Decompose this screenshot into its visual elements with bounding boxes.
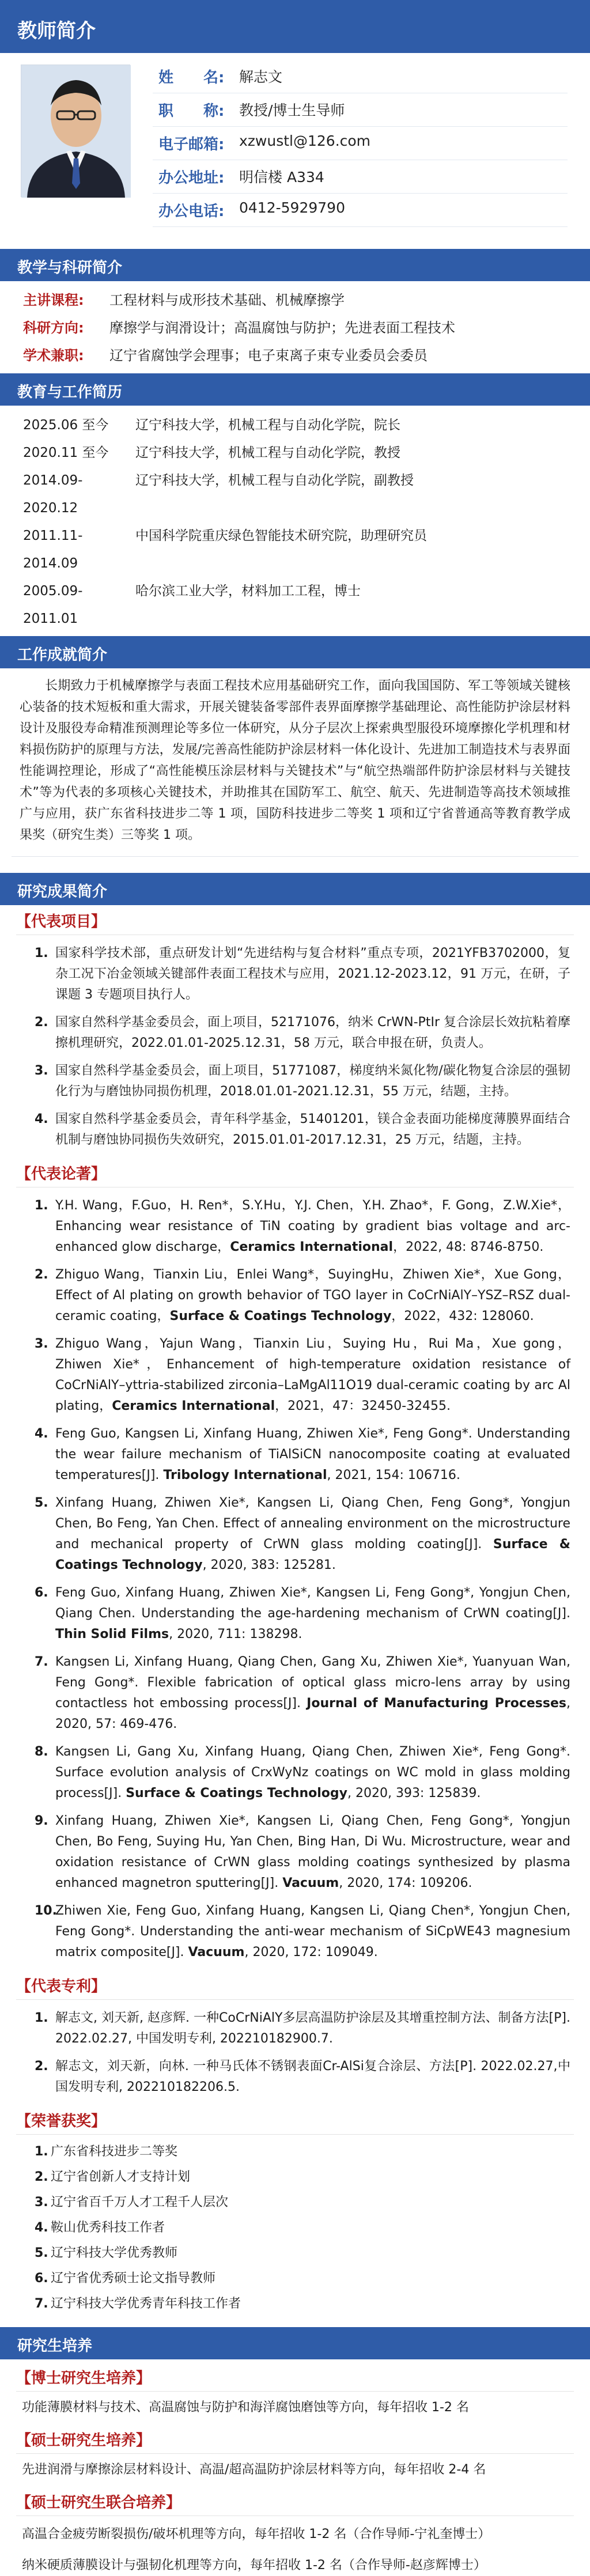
education-desc: 辽宁科技大学，机械工程与自动化学院，副教授 [135,473,414,488]
paper-item [0,1261,590,1330]
joint-subheader [0,2480,590,2512]
title-label: 职 称: [158,103,225,120]
item-number: 5. [35,2246,48,2260]
paper-journal: Tribology International [163,1468,327,1482]
teaching-section [0,281,590,373]
paper-citation: ，2022，432: 128060. [391,1309,534,1323]
project-text: 国家科学技术部，重点研发计划“先进结构与复合材料”重点专项，2021YFB3702000，复杂工况下冶金领域关键部件表面工程技术与应用，2021.12-2023.12，91 万元，在研，子课题 3 专题项目执行人。 [55,946,570,1002]
teaching-row-research [0,313,590,341]
paper-citation: , 2020, 393: 125839. [347,1786,481,1800]
project-text: 国家自然科学基金委员会，青年科学基金，51401201，镁合金表面功能梯度薄膜界面结合机制与磨蚀协同损伤失效研究，2015.01.01-2017.12.31，25 万元，结题，主持。 [55,1112,570,1147]
project-item [0,1009,590,1057]
paper-authors-title: Zhiguo Wang，Tianxin Liu，Enlei Wang*，SuyingHu，Zhiwen Xie*，Xue Gong，Effect of Al plating on growth behavior of TGO layer in CoCrNiAlY–YSZ–RSZ dual-ceramic coating， [55,1268,570,1323]
education-section-title: 教育与工作简历 [17,384,123,401]
paper-authors-title: Xinfang Huang, Zhiwen Xie*, Kangsen Li, Qiang Chen, Feng Gong*, Yongjun Chen, Bo Feng, Suying Hu, Yan Chen, Bing Han, Di Wu. Microstructure, wear and oxidation resistance of CrWN glass molding coatings synthesized by plasma enhanced magnetron sputtering[J]. [55,1814,570,1890]
paper-journal: Surface & Coatings Technology [55,1537,570,1572]
item-number: 9. [35,1814,48,1828]
item-number: 1. [35,1198,48,1213]
paper-item [0,1897,590,1966]
item-number: 6. [35,1586,48,1600]
paper-item [0,1330,590,1420]
master-title: 【硕士研究生培养】 [16,2432,152,2449]
research-direction-label: 科研方向: [23,320,84,336]
paper-item [0,1192,590,1261]
info-row-email [153,133,568,166]
honor-item [0,2291,590,2317]
master-subheader [0,2418,590,2450]
item-number: 10. [35,1904,57,1918]
education-row [0,577,590,633]
honors-subheader [0,2101,590,2131]
item-number: 3. [35,1337,48,1351]
master-text: 先进润滑与摩擦涂层材料设计、高温/超高温防护涂层材料等方向，每年招收 2-4 名 [22,2462,486,2477]
paper-journal: Ceramics International [112,1399,275,1413]
item-number: 1. [35,2011,48,2025]
teaching-row-academic [0,341,590,369]
phd-subheader [0,2359,590,2388]
page-header [0,0,590,53]
paper-authors-title: Xinfang Huang, Zhiwen Xie*, Kangsen Li, Qiang Chen, Feng Gong*, Yongjun Chen, Bo Feng, Yan Chen. Effect of annealing environment on the microstructure and mechanical property of CrWN glass molding coating[J]. [55,1496,570,1552]
honor-text: 辽宁省优秀硕士论文指导教师 [51,2271,216,2286]
education-row [0,467,590,522]
profile-info [153,66,568,233]
paper-item [0,1489,590,1579]
joint-row: 纳米硬质薄膜设计与强韧化机理等方向，每年招收 1-2 名（合作导师-赵彦辉博士） [22,2558,486,2573]
papers-list [0,1187,590,1966]
item-number: 5. [35,1496,48,1510]
paper-citation: , 2020, 711: 138298. [169,1627,302,1641]
honors-title: 【荣誉获奖】 [16,2113,107,2130]
paper-authors-title: Zhiwen Xie, Feng Guo, Xinfang Huang, Kangsen Li, Qiang Chen*, Yongjun Chen, Feng Gong*. Understanding the anti-wear mechanism of SiCpWE43 magnesium matrix composite[J]. [55,1904,570,1960]
papers-title: 【代表论著】 [16,1166,107,1183]
research-section-header [0,873,590,905]
phd-text: 功能薄膜材料与技术、高温腐蚀与防护和海洋腐蚀磨蚀等方向，每年招收 1-2 名 [22,2400,469,2415]
person-portrait-icon [21,65,131,198]
info-row-phone [153,199,568,233]
email-label: 电子邮箱: [158,136,225,153]
honor-text: 鞍山优秀科技工作者 [51,2221,165,2235]
paper-item [0,1807,590,1897]
education-desc: 辽宁科技大学，机械工程与自动化学院，院长 [135,418,400,433]
research-direction-value: 摩擦学与润滑设计；高温腐蚀与防护；先进表面工程技术 [109,320,455,336]
project-item [0,1106,590,1154]
education-section [0,406,590,636]
education-date: 2011.11-2014.09 [23,528,83,571]
paper-citation: ，2021，47：32450-32455. [275,1399,451,1413]
page-title: 教师简介 [17,20,96,43]
education-row [0,522,590,577]
item-number: 2. [35,1015,48,1030]
info-row-name [153,66,568,99]
paper-journal: Vacuum [282,1876,339,1890]
paper-journal: Ceramics International [230,1240,394,1254]
honor-item [0,2139,590,2165]
paper-journal: Surface & Coatings Technology [126,1786,347,1800]
education-desc: 哈尔滨工业大学，材料加工工程，博士 [135,584,361,599]
paper-authors-title: Feng Guo, Kangsen Li, Xinfang Huang, Zhiwen Xie*, Feng Gong*. Understanding the wear failure mechanism of TiAlSiCN nanocomposite coating at evaluated temperatures[J]. [55,1427,570,1482]
education-date: 2025.06 至今 [23,418,109,433]
grad-section-title: 研究生培养 [17,2337,93,2355]
education-row [0,439,590,467]
education-section-header [0,373,590,406]
honor-item [0,2190,590,2215]
joint-title: 【硕士研究生联合培养】 [16,2494,181,2511]
courses-value: 工程材料与成形技术基础、机械摩擦学 [109,292,345,308]
project-item [0,940,590,1009]
academic-label: 学术兼职: [23,347,84,364]
phone-label: 办公电话: [158,203,225,220]
courses-label: 主讲课程: [23,292,84,308]
item-number: 3. [35,1064,48,1078]
office-value: 明信楼 A334 [239,169,324,186]
paper-citation: ，2022, 48: 8746-8750. [393,1240,544,1254]
patent-text: 解志文，刘天新，向林. 一种马氏体不锈钢表面Cr-AlSi复合涂层、方法[P]. 2022.02.27,中国发明专利, 202210182206.5. [55,2059,570,2094]
patents-list [0,2000,590,2101]
honor-text: 辽宁省百千万人才工程千人层次 [51,2195,229,2210]
paper-authors-title: Kangsen Li, Xinfang Huang, Qiang Chen, Gang Xu, Zhiwen Xie*, Yuanyuan Wan, Feng Gong*. Flexible fabrication of optical glass micro-lens array by using contactless hot embossing process[J]. [55,1655,570,1711]
teaching-section-title: 教学与科研简介 [17,259,123,277]
paper-item [0,1738,590,1807]
work-section-header [0,636,590,668]
paper-authors-title: Feng Guo, Xinfang Huang, Zhiwen Xie*, Kangsen Li, Feng Gong*, Yongjun Chen, Qiang Chen. Understanding the age-hardening mechanism of CrWN coating[J]. [55,1586,570,1621]
item-number: 2. [35,2059,48,2074]
academic-value: 辽宁省腐蚀学会理事；电子束离子束专业委员会委员 [109,347,428,364]
paper-citation: , 2020, 57: 469-476. [55,1696,570,1731]
honor-text: 辽宁省创新人才支持计划 [51,2170,191,2184]
item-number: 2. [35,1268,48,1282]
profile-section [0,53,590,249]
education-date: 2005.09-2011.01 [23,584,83,626]
honor-item [0,2241,590,2266]
honor-item [0,2215,590,2241]
phd-title: 【博士研究生培养】 [16,2370,152,2387]
patent-item [0,2053,590,2101]
honors-list [0,2135,590,2327]
honor-text: 广东省科技进步二等奖 [51,2144,178,2159]
item-number: 7. [35,2297,48,2311]
papers-subheader [0,1154,590,1183]
paper-item [0,1579,590,1648]
item-number: 4. [35,1427,48,1441]
info-row-title [153,99,568,133]
paper-item [0,1648,590,1738]
education-row [0,411,590,439]
paper-journal: Vacuum [188,1945,245,1960]
divider [12,856,578,857]
paper-citation: , 2020, 174: 109206. [339,1876,472,1890]
item-number: 7. [35,1655,48,1669]
paper-authors-title: Zhiguo Wang，Yajun Wang，Tianxin Liu，Suying Hu，Rui Ma，Xue gong，Zhiwen Xie*，Enhancement of high-temperature oxidation resistance of CoCrNiAlY–yttria-stabilized zirconia–LaMgAl11O19 dual-ceramic coating by arc Al plating， [55,1337,570,1413]
name-value: 解志文 [239,69,283,85]
paper-journal: Surface & Coatings Technology [169,1309,392,1323]
teaching-section-header [0,249,590,281]
teaching-row-courses [0,286,590,313]
item-number: 4. [35,1112,48,1126]
patent-text: 解志文, 刘天新, 赵彦辉. 一种CoCrNiAlY多层高温防护涂层及其增重控制方法、制备方法[P]. 2022.02.27, 中国发明专利, 202210182900.7. [55,2011,570,2046]
item-number: 4. [35,2221,48,2235]
education-desc: 中国科学院重庆绿色智能技术研究院，助理研究员 [135,528,427,543]
projects-list [0,935,590,1154]
honor-text: 辽宁科技大学优秀教师 [51,2246,178,2260]
research-section-title: 研究成果简介 [17,883,108,901]
work-summary: 长期致力于机械摩擦学与表面工程技术应用基础研究工作，面向我国国防、军工等领域关键核心装备的技术短板和重大需求，开展关键装备零部件表界面摩擦学基础理论、高性能防护涂层材料设计及服役寿命精准预测理论等多位一体研究，从分子层次上探索典型服役环境摩擦化学机理和材料损伤防护的原理与方法，发展/完善高性能防护涂层材料一体化设计、先进加工制造技术与表界面性能调控理论，形成了“高性能模压涂层材料与关键技术”与“航空热端部件防护涂层材料与关键技术”等为代表的多项核心关键技术，并助推其在国防军工、航空、航天、先进制造等高技术领域推广与应用，获广东省科技进步二等 1 项，国防科技进步二等奖 1 项和辽宁省普通高等教育教学成果奖（研究生类）三等奖 1 项。 [20,679,570,842]
item-number: 3. [35,2195,48,2210]
patent-item [0,2004,590,2053]
paper-authors-title: Y.H. Wang，F.Guo，H. Ren*，S.Y.Hu，Y.J. Chen，Y.H. Zhao*，F. Gong，Z.W.Xie*，Enhancing wear resistance of TiN coating by gradient bias voltage and arc-enhanced glow discharge， [55,1198,570,1254]
grad-section-header [0,2327,590,2359]
education-date: 2020.11 至今 [23,445,109,460]
education-desc: 辽宁科技大学，机械工程与自动化学院，教授 [135,445,400,460]
paper-citation: , 2020, 383: 125281. [202,1558,336,1572]
projects-subheader [0,905,590,931]
project-text: 国家自然科学基金委员会，面上项目，51771087，梯度纳米氮化物/碳化物复合涂层的强韧化行为与磨蚀协同损伤机理，2018.01.01-2021.12.31，55 万元，结题，主持。 [55,1064,570,1099]
work-section-title: 工作成就简介 [17,646,108,664]
item-number: 2. [35,2170,48,2184]
paper-journal: Journal of Manufacturing Processes [307,1696,566,1711]
profile-photo [21,65,130,197]
honor-item [0,2165,590,2190]
patents-title: 【代表专利】 [16,1978,107,1995]
project-text: 国家自然科学基金委员会，面上项目，52171076，纳米 CrWN-PtIr 复合涂层长效抗粘着摩擦机理研究，2022.01.01-2025.12.31，58 万元，联合申报在研，负责人。 [55,1015,570,1050]
name-label: 姓 名: [158,69,225,86]
title-value: 教授/博士生导师 [239,102,345,119]
item-number: 1. [35,946,48,960]
patents-subheader [0,1966,590,1996]
item-number: 1. [35,2144,48,2159]
joint-row: 高温合金疲劳断裂损伤/破坏机理等方向，每年招收 1-2 名（合作导师-宁礼奎博士） [22,2527,491,2541]
item-number: 6. [35,2271,48,2286]
email-value[interactable]: xzwustl@126.com [239,133,371,149]
paper-journal: Thin Solid Films [55,1627,169,1641]
paper-authors-title: Kangsen Li, Gang Xu, Xinfang Huang, Qiang Chen, Zhiwen Xie*, Feng Gong*. Surface evolution analysis of CrxWyNz coatings on WC mold in glass molding process[J]. [55,1745,570,1800]
paper-item [0,1420,590,1489]
project-item [0,1057,590,1106]
paper-citation: , 2021, 154: 106716. [327,1468,460,1482]
paper-citation: , 2020, 172: 109049. [244,1945,378,1960]
honor-item [0,2266,590,2291]
item-number: 8. [35,1745,48,1759]
info-row-office [153,166,568,199]
office-label: 办公地址: [158,169,225,187]
education-date: 2014.09-2020.12 [23,473,83,516]
projects-title: 【代表项目】 [16,913,107,930]
honor-text: 辽宁科技大学优秀青年科技工作者 [51,2297,241,2311]
phone-value: 0412-5929790 [239,199,345,216]
